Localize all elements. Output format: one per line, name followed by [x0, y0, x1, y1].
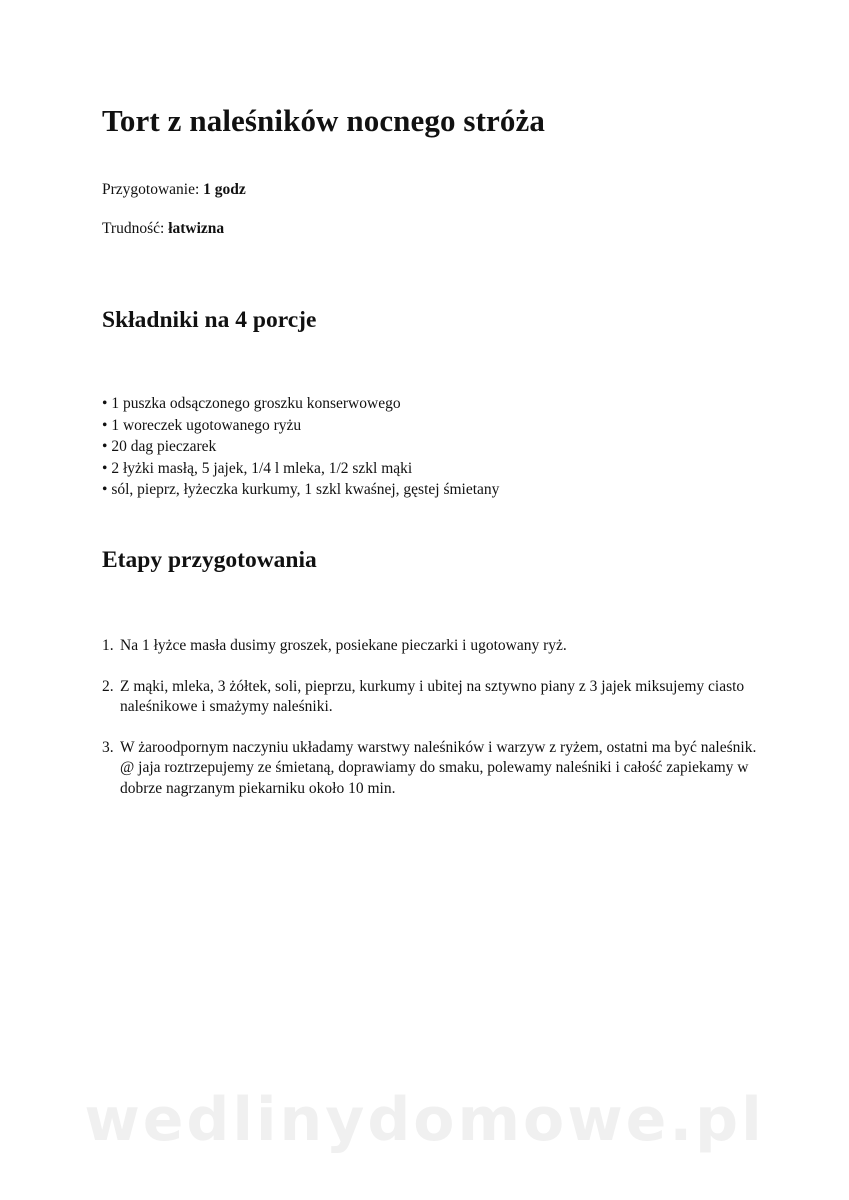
step-number: 2.: [102, 677, 114, 695]
ingredient-item: • 1 puszka odsączonego groszku konserwowego: [102, 393, 499, 415]
step-number: 1.: [102, 637, 114, 654]
ingredient-item: • sól, pieprz, łyżeczka kurkumy, 1 szkl kwaśnej, gęstej śmietany: [102, 479, 499, 501]
steps-heading: Etapy przygotowania: [102, 547, 317, 573]
step-item: [102, 636, 762, 657]
difficulty: [102, 220, 224, 238]
ingredients-list: [102, 393, 499, 501]
ingredient-item: • 2 łyżki masłą, 5 jajek, 1/4 l mleka, 1/2 szkl mąki: [102, 458, 499, 480]
ingredient-item: • 20 dag pieczarek: [102, 436, 499, 458]
difficulty-value: łatwizna: [168, 220, 225, 237]
step-text: Na 1 łyżce masła dusimy groszek, posiekane pieczarki i ugotowany ryż.: [120, 637, 567, 654]
steps-list: [102, 636, 762, 819]
recipe-title: Tort z naleśników nocnego stróża: [102, 103, 545, 138]
site-watermark: wedlinydomowe.pl: [84, 1085, 765, 1155]
ingredient-item: • 1 woreczek ugotowanego ryżu: [102, 415, 499, 437]
prep-time: [102, 181, 246, 199]
ingredients-heading: Składniki na 4 porcje: [102, 307, 317, 333]
prep-time-label: Przygotowanie:: [102, 181, 200, 198]
step-number: 3.: [102, 738, 114, 756]
step-item: [102, 677, 762, 718]
step-item: [102, 738, 762, 800]
difficulty-label: Trudność:: [102, 220, 165, 237]
step-text: Z mąki, mleka, 3 żółtek, soli, pieprzu, kurkumy i ubitej na sztywno piany z 3 jajek miksujemy ciasto naleśnikowe i smażymy naleśniki.: [120, 677, 745, 715]
prep-time-value: 1 godz: [203, 181, 246, 198]
step-text: W żaroodpornym naczyniu układamy warstwy naleśników i warzyw z ryżem, ostatni ma być naleśnik. @ jaja roztrzepujemy ze śmietaną, doprawiamy do smaku, polewamy naleśniki i całość zapiekamy w dobrze nagrzanym piekarniku około 10 min.: [120, 738, 757, 797]
